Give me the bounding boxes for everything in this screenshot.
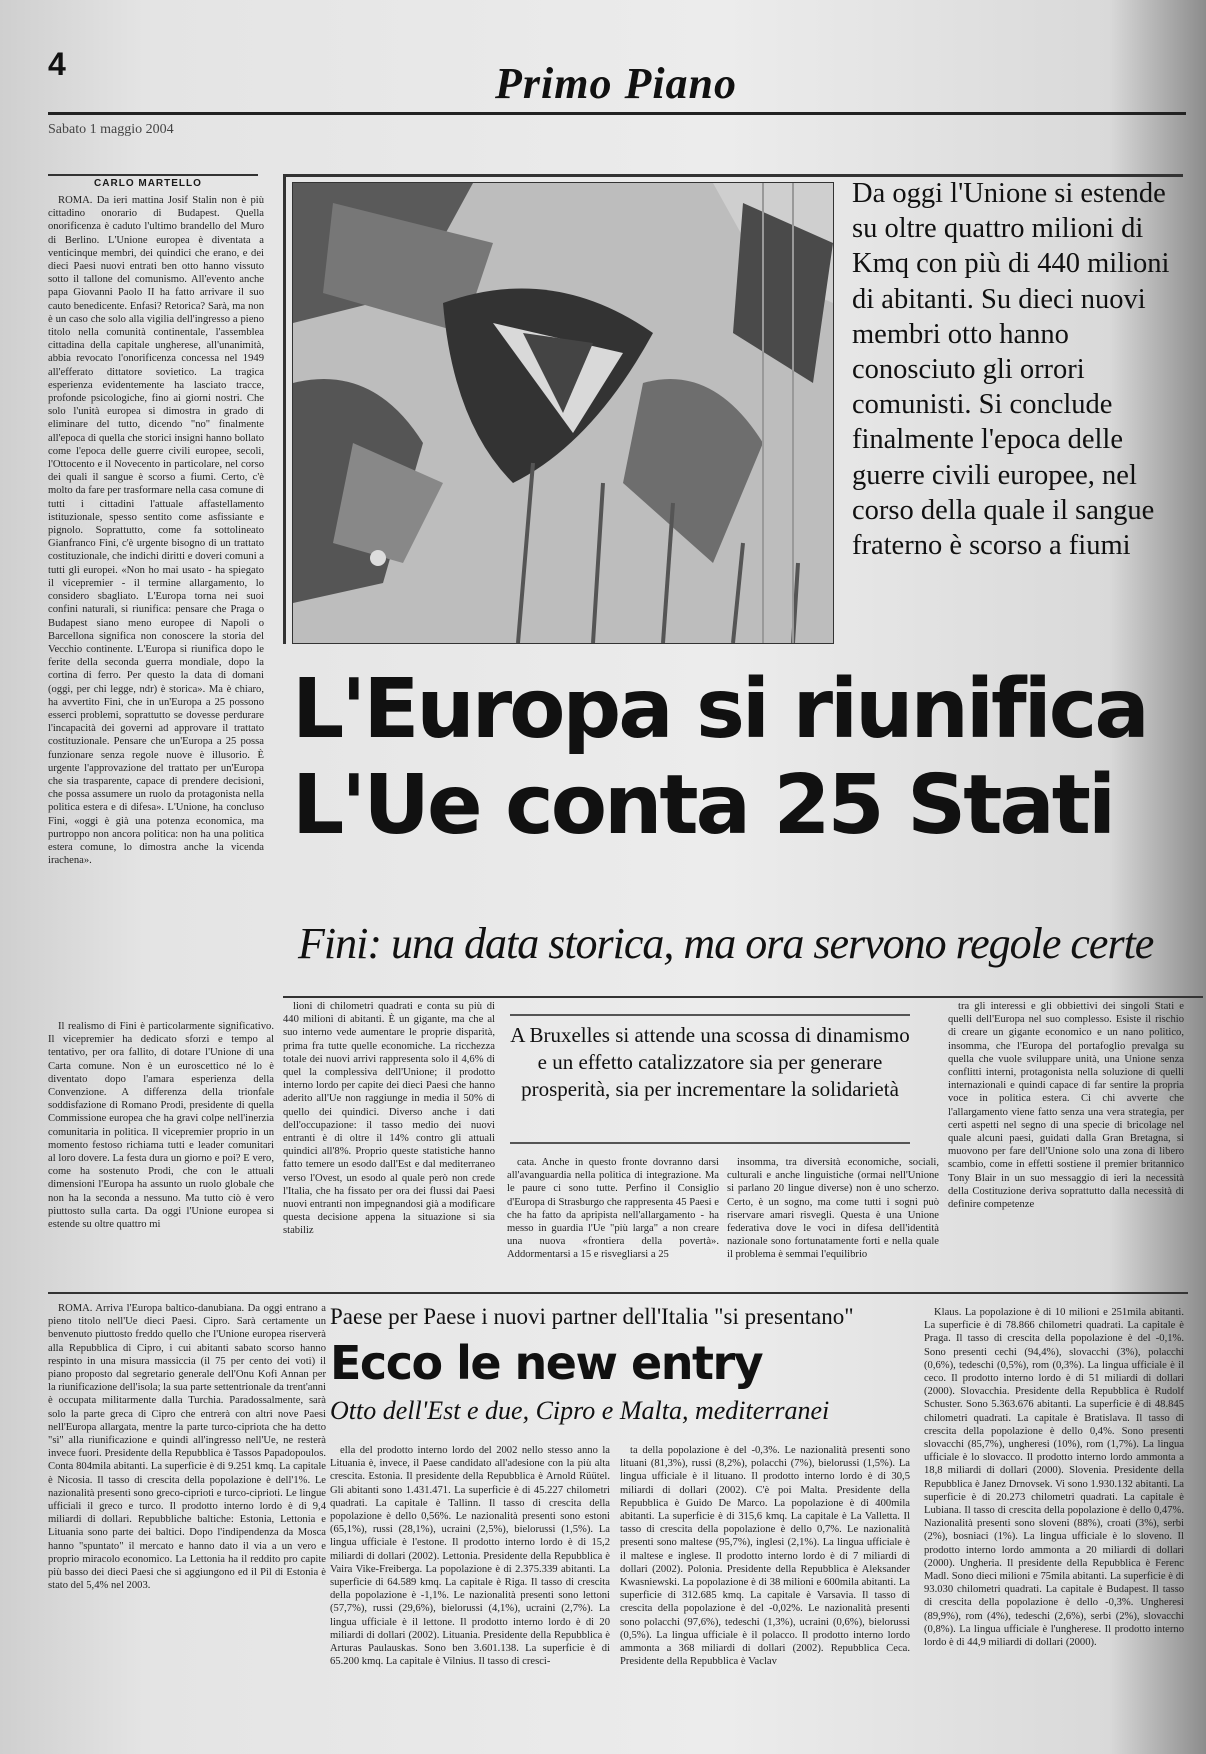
main-subhead: Fini: una data storica, ma ora servono regole certe: [298, 919, 1154, 968]
section-divider: [48, 1292, 1188, 1294]
byline: CARLO MARTELLO: [94, 178, 202, 189]
second-article-col2: [330, 1444, 610, 1744]
masthead-text: Primo Piano: [495, 59, 738, 108]
second-kicker: Paese per Paese i nuovi partner dell'Italia "si presentano": [330, 1304, 854, 1329]
second-article-col1-para: ROMA. Arriva l'Europa baltico-danubiana. Da oggi entrano a pieno titolo nell'Ue dieci Paesi. Cipro. Sarà certamente un benvenuto piuttosto freddo quello che l'Unione europea riserverà alla Repubblica di Cipro, i cui abitanti sabato scorso hanno respinto in una misura massiccia (il 75 per cento dei voti) il piano proposto dal segretario generale dell'Onu Kofi Annan per la riunificazione dell'isola; la sua parte settentrionale da trent'anni è occupata militarmente dalla Turchia. Paradossalmente, sarà solo la parte greca di Cipro che entrerà con altri nove Paesi nell'Europa allargata, mentre la parte turco-cipriota che ha detto "sì" alla riunificazione e quindi all'ingresso nell'Ue, ne resterà invece fuori. Presidente della Repubblica è Tassos Papadopoulos. Conta 804mila abitanti. La superficie è di 9.251 kmq. La capitale è Nicosia. Il tasso di crescita della popolazione è dell'1%. Le nazionalità presenti sono greco-ciprioti e turco-ciprioti. Le lingue ufficiali il greco e turco. Il prodotto interno lordo è di 9,4 miliardi di dollari. Repubbliche baltiche: Estonia, Lettonia e Lituania sono parte dei baltici. Dopo l'indipendenza da Mosca hanno "spuntato" il mercato e hanno dato il via a un vero e proprio miracolo economico. La Lettonia ha il reddito pro capite più basso dei dieci Paesi che si aggiungono ed il Pil di Estonia è stato del 5,4% nel 2003.: [48, 1303, 326, 1592]
second-headline: Ecco le new entry: [330, 1336, 763, 1390]
main-article-col2-para: lioni di chilometri quadrati e conta su più di 440 milioni di abitanti. È un gigante, ma che al suo interno vede aumentare le proprie disparità, prima fra tutte quelle economiche. La ricchezza totale dei nuovi arrivi rappresenta solo il 4,6% di quel la complessiva dell'Unione; il prodotto interno lordo per capite dei dieci Paesi che hanno aderito all'Ue non raggiunge in media il 50% di quello dei quindici. Diverso anche i dati dell'occupazione: il tasso medio dei nuovi entranti è di oltre il 14% contro gli attuali quindici all'8%. Proprio queste statistiche hanno fatto temere un esodo dall'Est e dal mediterraneo verso l'Ovest, un esodo al quale però non crede l'Italia, che ha fissato per ora dei flussi dai Paesi nuovi entranti non impegnandosi già a modificare questa decisione appena la situazione si sia stabiliz: [283, 1001, 495, 1237]
second-article-col2-para: ella del prodotto interno lordo del 2002 nello stesso anno la Lituania è, invece, il Paese candidato all'adesione con la più alta crescita. Estonia. Il presidente della Repubblica è Arnold Rüütel. Gli abitanti sono 1.431.471. La superficie è di 45.227 chilometri quadrati. La capitale è Tallinn. Il tasso di crescita della popolazione è dello 0,56%. Le nazionalità presenti sono estoni (65,1%), russi (28,1%), ucraini (2,5%), bielorussi (1,5%). La lingua ufficiale è l'estone. Il prodotto interno lordo è di 15,2 miliardi di dollari (2002). Lettonia. Presidente della Repubblica è Vaira Vike-Freiberga. La popolazione è di 2.375.339 abitanti. La superficie di 64.589 kmq. La capitale è Riga. Il tasso di crescita della popolazione è -1,1%. Le nazionalità presenti sono lettoni (57,7%), russi (29,6%), bielorussi (4,1%), ucraini (2,7%). La lingua ufficiale è il lettone. Il prodotto interno lordo è di 20 miliardi di dollari (2002). Lituania. Presidente della Repubblica è Arturas Paulauskas. Sono ben 3.601.138. La superficie è di 65.200 kmq. La capitale è Vilnius. Il tasso di cresci-: [330, 1445, 610, 1668]
main-article-col2: [283, 1000, 495, 1282]
subhead-rule: [283, 996, 1203, 998]
byline-rule: [48, 174, 258, 176]
main-article-col5: [948, 1000, 1184, 1282]
masthead: [495, 58, 737, 109]
main-article-col4-para: insomma, tra diversità economiche, sociali, culturali e anche linguistiche (ormai nell'Unione si parlano 20 lingue diverse) non è uno scherzo. Certo, è un sogno, ma come tutti i sogni può riservare amari risvegli. Questa è una Unione federativa dove le voci in difesa dell'identità nazionale sono fortunatamente forti e nella quale il problema è semmai l'equilibrio: [727, 1157, 939, 1261]
main-article-col1b: [48, 1020, 274, 1278]
main-article-col4: [727, 1156, 939, 1284]
main-article-col1: [48, 194, 264, 1032]
second-article-col1: [48, 1302, 326, 1742]
photo-frame-left: [283, 174, 286, 644]
pull-quote: A Bruxelles si attende una scossa di dinamismo e un effetto catalizzatore sia per generare prosperità, sia per incrementare la solidarietà: [510, 1023, 910, 1101]
pull-quote-rule-top: [510, 1014, 910, 1016]
main-article-col1b-para: Il realismo di Fini è particolarmente significativo. Il vicepremier ha dedicato sforzi e tempo al tentativo, per ora fallito, di dotare l'Unione di una Carta comune. Non è un euroscettico né lo è diventato dopo l'amara esperienza della Convenzione. A differenza della trionfale soddisfazione di Romano Prodi, presidente di quella Commissione europea che ha gravi colpe nell'inerzia comunitaria in politica. Il vicepremier proprio in un momento festoso richiama tutti e leader comunitari al loro dovere. La festa dura un giorno e poi? E vero, come ha sostenuto Prodi, che con le attuali dimensioni l'Europa ha assunto un ruolo globale che non ha la seconda a nessuno. Ma tutto ciò è vero piuttosto sulla carta. Da oggi l'Unione europea si estende su oltre quattro mi: [48, 1021, 274, 1231]
second-article-col4: [924, 1306, 1184, 1742]
main-article-col3: [507, 1156, 719, 1284]
headline-line2: L'Ue conta 25 Stati: [292, 758, 1114, 853]
main-article-col5-para: tra gli interessi e gli obbiettivi dei singoli Stati e quelli dell'Europa nel suo complesso. Esiste il rischio di creare un gigante economico e un nano politico, insomma, che l'Europa del portafoglio prevalga su quella che vuole sviluppare unità, una Unione senza conflitti interni, protagonista nella soluzione di quelli internazionali e quindi capace di far sentire la propria voce in politica estera. Ci chi avverte che l'allargamento viene fatto senza una vera strategia, per certi aspetti nel segno di una specie di bricolage nel quale alcuni paesi, guidati dalla Gran Bretagna, si muovono per fare dell'Unione solo una zona di libero scambio, come in effetti sostiene il premier britannico Tony Blair in un suo messaggio di ieri la necessità della Costituzione deriva soprattutto dalla necessità di definire competenze: [948, 1001, 1184, 1211]
standfirst: Da oggi l'Unione si estende su oltre quattro milioni di Kmq con più di 440 milioni di abitanti. Su dieci nuovi membri otto hanno conosciuto gli orrori comunisti. Si conclude finalmente l'epoca delle guerre civili europee, nel corso della quale il sangue fraterno è scorso a fiumi: [852, 178, 1170, 562]
page-number: 4: [48, 46, 66, 82]
flags-photo: [292, 182, 834, 644]
flags-illustration: [293, 183, 833, 643]
second-article-col4-para: Klaus. La popolazione è di 10 milioni e 251mila abitanti. La superficie è di 78.866 chilometri quadrati. La capitale è Praga. Il tasso di crescita della popolazione è del -0,1%. Sono presenti cechi (94,4%), slovacchi (3%), polacchi (0,6%), tedeschi (0,5%), rom (0,3%). La lingua ufficiale è il ceco. Il prodotto interno lordo è di 51 miliardi di dollari (2000). Slovacchia. Presidente della Repubblica è Rudolf Schuster. Sono 5.363.676 abitanti. La superficie è di 48.845 chilometri quadrati. La capitale è Bratislava. Il tasso di crescita della popolazione è dello 0,4%. Sono presenti slovacchi (85,7%), ungheresi (10%), rom (1,7%). La lingua ufficiale è lo slovacco. Il prodotto interno lordo ammonta a 18,8 miliardi di dollari (2000). Slovenia. Presidente della Repubblica è Janez Drnovsek. Vi sono 1.930.132 abitanti. La superficie è di 20.273 chilometri quadrati. La capitale è Lubiana. Il tasso di crescita della popolazione è dello 0,47%. Nazionalità presenti sono sloveni (88%), croati (3%), serbi (2%), bosniaci (1%). La lingua ufficiale è lo sloveno. Il prodotto interno lordo ammonta a 20 miliardi di dollari (2000). Ungheria. Il presidente della Repubblica è Ferenc Madl. Sono dieci milioni e 75mila abitanti. La superficie è di 93.030 chilometri quadrati. La capitale è Budapest. Il tasso di crescita della popolazione è dello -0,3%. Ungheresi (89,9%), rom (4%), tedeschi (2,6%), serbi (2%), slovacchi (0,8%). La lingua ufficiale è l'ungherese. Il prodotto interno lordo è di 44,9 miliardi di dollari (2000).: [924, 1307, 1184, 1649]
headline-line1: L'Europa si riunifica: [292, 662, 1147, 757]
main-article-col1-para: ROMA. Da ieri mattina Josif Stalin non è più cittadino onorario di Budapest. Quella onorificenza è caduto l'ultimo brandello del Muro di Berlino. L'Unione europea è diventata a venticinque membri, dei quindici che erano, e dei dieci Paesi nuovi entrati ben otto hanno vissuto sotto il tallone del comunismo. All'evento anche papa Giovanni Paolo II ha fatto arrivare il suo cauto benedicente. Enfasi? Retorica? Sarà, ma non è un caso che solo alla vigilia dell'ingresso a pieno titolo nella comunità continentale, l'assemblea cittadina della capitale ungherese, all'unanimità, abbia revocato l'onorificenza concessa nel 1949 all'efferato dittatore sovietico. La tragica esperienza evidentemente ha lasciato tracce, profonde psicologiche, fino ai giorni nostri. Che solo l'unità europea si dimostra in grado di eliminare del tutto, dicendo "no" finalmente all'epoca di quella che storici insigni hanno bollato come l'epoca delle guerre civili europee, secoli, l'Ottocento e il Novecento in particolare, nel corso dei quali il sangue è scorso a fiumi. Certo, c'è molto da fare per trasformare nella casa comune di tutti i cittadini l'attuale affastellamento istituzionale, spesso sentito come asfissiante e pignolo. Soprattutto, come fa sottolineato Gianfranco Fini, c'è urgente bisogno di un trattato costituzionale, che indichi diritti e doveri comuni a tutti gli europei. «Non ho mai usato - ha spiegato il vicepremier - il termine allargamento, lo considero sbagliato. L'Europa torna nei suoi confini naturali, si riunifica: pensare che Praga o Budapest siano meno europee di Napoli o Barcellona significa non conoscere la storia del Vecchio continente. L'Europa si riunifica dopo le ferite della seconda guerra mondiale, dopo la cortina di ferro. Per questo la data di domani (oggi, per chi legge, ndr) è storica». Ma è chiaro, ha avvertito Fini, che in un'Europa a 25 possono esserci problemi, soprattutto se dovesse perdurare l'incapacità dei governi ad approvare il trattato costituzionale. Pensare che un'Europa a 25 possa funzionare senza regole nuove è illusorio. È urgente l'approvazione del trattato per un'Europa che sia trasparente, capace di prendere decisioni, che possa assumere un ruolo da protagonista nella politica estera e di difesa». L'Unione, ha concluso Fini, «oggi è già una potenza economica, ma purtroppo non ancora politica: non ha una politica estera comune, lo dimostra anche la vicenda irachena».: [48, 195, 264, 867]
top-rule: [48, 112, 1186, 115]
pull-quote-rule-bottom: [510, 1142, 910, 1144]
second-subhead: Otto dell'Est e due, Cipro e Malta, mediterranei: [330, 1396, 830, 1425]
main-headline: [292, 662, 1206, 854]
main-article-col3-para: cata. Anche in questo fronte dovranno darsi all'avanguardia nella politica di integrazione. Ma le paure ci sono tutte. Perfino il Consiglio d'Europa di Strasburgo che rappresenta 45 Paesi e che ha fatto da apripista nell'allargamento - ha messo in guardia l'Ue "più larga" a non creare una nuova «frontiera della povertà». Addormentarsi a 15 e risvegliarsi a 25: [507, 1157, 719, 1261]
second-article-col3: [620, 1444, 910, 1744]
second-article-col3-para: ta della popolazione è del -0,3%. Le nazionalità presenti sono lituani (81,3%), russi (8,2%), polacchi (7%), bielorussi (1,5%). La lingua ufficiale è il lituano. Il prodotto interno lordo è di 30,5 miliardi di dollari (2002). C'è poi Malta. Presidente della Repubblica è Guido De Marco. La popolazione è di 400mila abitanti. La superficie è di 315,6 kmq. La capitale è La Valletta. Il tasso di crescita della popolazione è dello 0,7%. Le nazionalità presenti sono maltese (95,7%), inglesi (2,1%). La lingua ufficiale è il maltese e inglese. Il prodotto interno lordo è di 7 miliardi di dollari (2002). Polonia. Presidente della Repubblica è Aleksander Kwasniewski. La popolazione è di 38 milioni e 600mila abitanti. La superficie di 312.685 kmq. La capitale è Varsavia. Il tasso di crescita della popolazione è del -0,02%. Le nazionalità presenti sono polacchi (97,6%), tedeschi (1,3%), ucraini (0,6%), bielorussi (0,5%). La lingua ufficiale è il polacco. Il prodotto interno lordo ammonta a 368 miliardi di dollari (2002). Repubblica Ceca. Presidente della Repubblica è Vaclav: [620, 1445, 910, 1668]
dateline: Sabato 1 maggio 2004: [48, 122, 174, 137]
